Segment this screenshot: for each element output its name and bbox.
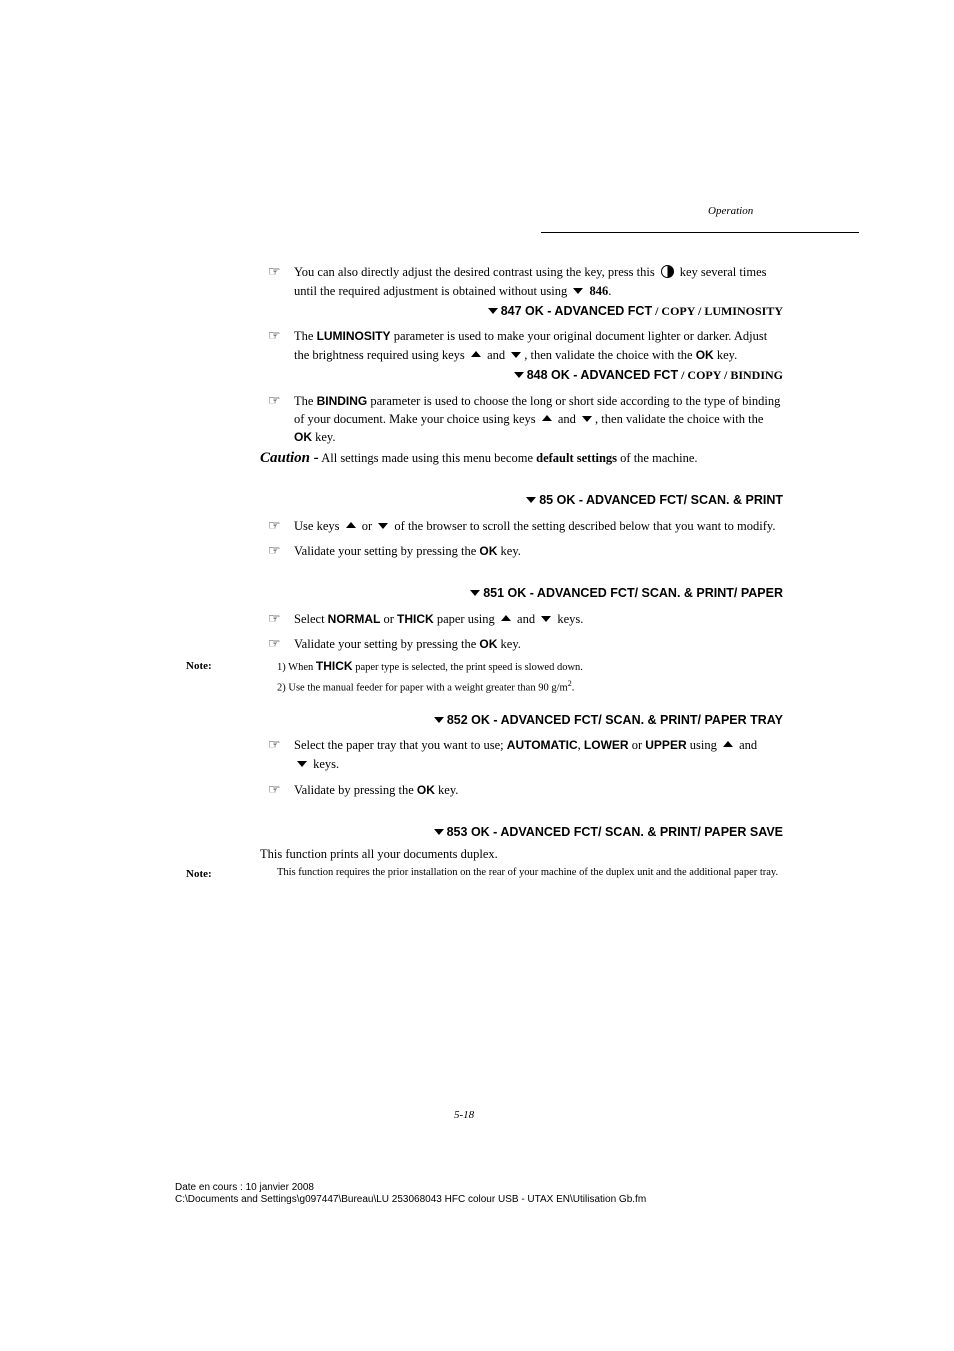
pointing-hand-icon: ☞	[268, 265, 281, 280]
arrow-down-icon	[541, 616, 551, 622]
arrow-down-icon	[582, 416, 592, 422]
arrow-down-icon	[488, 308, 498, 314]
arrow-up-icon	[471, 351, 481, 357]
running-header: Operation	[708, 205, 754, 217]
arrow-down-icon	[526, 497, 536, 503]
note-text: This function requires the prior installation on the rear of your machine of the duplex unit and the additional paper tray.	[277, 867, 779, 878]
arrow-up-icon	[542, 415, 552, 421]
pointing-hand-icon: ☞	[268, 783, 281, 798]
section-heading-852: 852 OK - ADVANCED FCT/ SCAN. & PRINT/ PAPER TRAY	[431, 713, 783, 727]
duplex-text: This function prints all your documents duplex.	[260, 847, 498, 861]
validate-paragraph: Validate by pressing the OK key.	[294, 783, 459, 797]
note-label: Note:	[186, 660, 212, 672]
validate-paragraph: Validate your setting by pressing the OK key.	[294, 637, 521, 651]
header-rule	[541, 232, 859, 233]
note-text: 1) When THICK paper type is selected, the print speed is slowed down. 2) Use the manual feeder for paper with a weight greater than 90 $g/m^2$.	[277, 659, 583, 694]
pointing-hand-icon: ☞	[268, 612, 281, 627]
select-paper-paragraph: Select NORMAL or THICK paper using and keys.	[294, 612, 584, 626]
section-heading-851: 851 OK - ADVANCED FCT/ SCAN. & PRINT/ PAPER	[467, 586, 783, 600]
pointing-hand-icon: ☞	[268, 544, 281, 559]
use-keys-paragraph: Use keys or of the browser to scroll the setting described below that you want to modify.	[294, 519, 776, 533]
arrow-down-icon	[573, 288, 583, 294]
luminosity-paragraph: The LUMINOSITY parameter is used to make your original document lighter or darker. Adjust the brightness required using keys and , then validate the choice with the OK key.	[294, 329, 768, 362]
select-tray-paragraph: Select the paper tray that you want to use; AUTOMATIC, LOWER or UPPER using and keys.	[294, 738, 758, 771]
arrow-down-icon	[297, 761, 307, 767]
contrast-paragraph: You can also directly adjust the desired contrast using the key, press this key several times until the required adjustment is obtained without using 846.	[294, 265, 767, 298]
section-heading-85: 85 OK - ADVANCED FCT/ SCAN. & PRINT	[523, 493, 783, 507]
arrow-down-icon	[470, 590, 480, 596]
pointing-hand-icon: ☞	[268, 519, 281, 534]
footer-date: Date en cours : 10 janvier 2008	[175, 1182, 314, 1193]
pointing-hand-icon: ☞	[268, 637, 281, 652]
note-label: Note:	[186, 868, 212, 880]
arrow-down-icon	[434, 717, 444, 723]
arrow-down-icon	[378, 523, 388, 529]
arrow-down-icon	[434, 829, 444, 835]
pointing-hand-icon: ☞	[268, 394, 281, 409]
arrow-up-icon	[346, 522, 356, 528]
section-heading-853: 853 OK - ADVANCED FCT/ SCAN. & PRINT/ PAPER SAVE	[431, 825, 783, 839]
pointing-hand-icon: ☞	[268, 329, 281, 344]
validate-paragraph: Validate your setting by pressing the OK key.	[294, 544, 521, 558]
footer-path: C:\Documents and Settings\g097447\Bureau\LU 253068043 HFC colour USB - UTAX EN\Utilisation Gb.fm	[175, 1194, 647, 1205]
arrow-up-icon	[723, 741, 733, 747]
caution-note: Caution - All settings made using this menu become default settings of the machine.	[260, 450, 698, 466]
arrow-up-icon	[501, 615, 511, 621]
section-heading-847: 847 OK - ADVANCED FCT / COPY / LUMINOSITY	[485, 304, 783, 319]
page-number: 5-18	[454, 1109, 475, 1121]
arrow-down-icon	[514, 372, 524, 378]
pointing-hand-icon: ☞	[268, 738, 281, 753]
section-heading-848: 848 OK - ADVANCED FCT / COPY / BINDING	[511, 368, 783, 383]
arrow-down-icon	[511, 352, 521, 358]
binding-paragraph: The BINDING parameter is used to choose the long or short side according to the type of binding of your document. Make your choice using keys and , then validate the choice with the OK key.	[294, 394, 781, 444]
contrast-key-icon	[661, 265, 674, 278]
